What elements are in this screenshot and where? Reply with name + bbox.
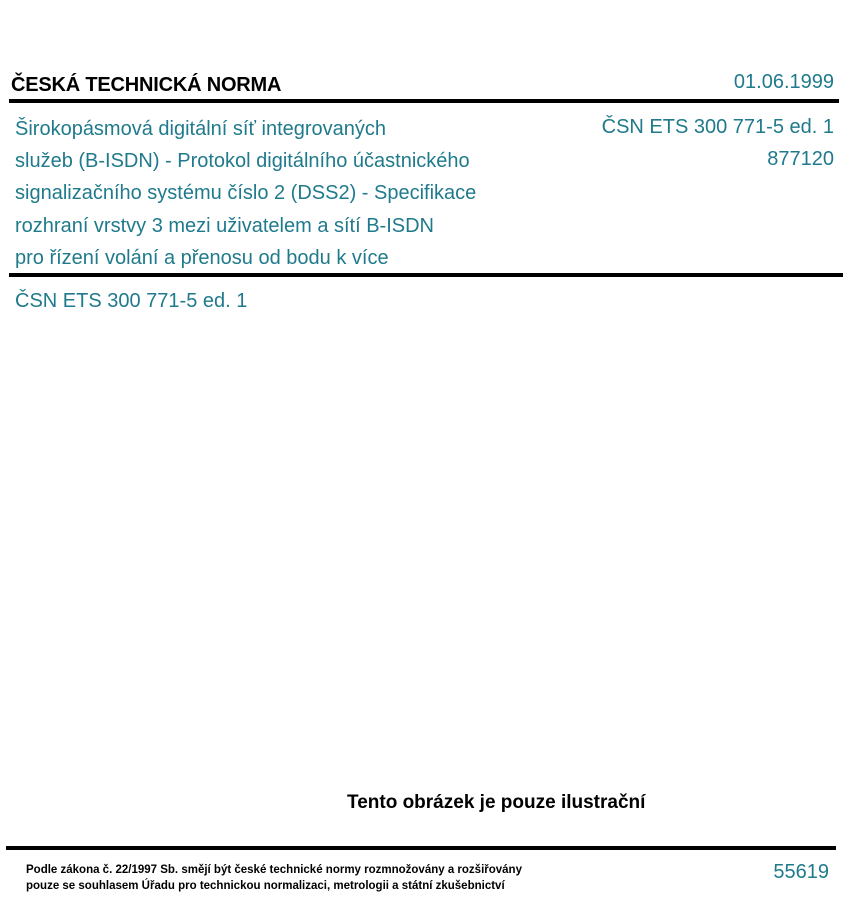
standard-code: ČSN ETS 300 771-5 ed. 1	[601, 116, 834, 138]
standard-title-line: signalizačního systému číslo 2 (DSS2) - Specifikace	[15, 182, 477, 205]
issue-date: 01.06.1999	[733, 71, 834, 93]
standard-title-line: rozhraní vrstvy 3 mezi uživatelem a sítí B-ISDN	[15, 214, 435, 237]
standard-title-line: Širokopásmová digitální síť integrovaných	[15, 118, 387, 140]
legal-notice-line: Podle zákona č. 22/1997 Sb. smějí být české technické normy rozmnožovány a rozšiřovány	[26, 864, 522, 876]
standard-title	[15, 113, 555, 274]
top-divider	[9, 99, 839, 103]
bottom-divider	[6, 846, 836, 850]
standard-title-line: pro řízení volání a přenosu od bodu k více	[15, 246, 389, 269]
document-number: 55619	[773, 861, 829, 883]
legal-notice	[26, 863, 522, 894]
standard-code-repeat: ČSN ETS 300 771-5 ed. 1	[15, 290, 248, 312]
middle-divider	[9, 273, 843, 277]
classification-number: 877120	[767, 148, 834, 170]
legal-notice-line: pouze se souhlasem Úřadu pro technickou normalizaci, metrologii a státní zkušebnictví	[26, 879, 505, 892]
standard-title-line: služeb (B-ISDN) - Protokol digitálního účastnického	[15, 150, 470, 173]
illustration-note: Tento obrázek je pouze ilustrační	[347, 792, 646, 813]
document-heading: ČESKÁ TECHNICKÁ NORMA	[11, 74, 282, 96]
